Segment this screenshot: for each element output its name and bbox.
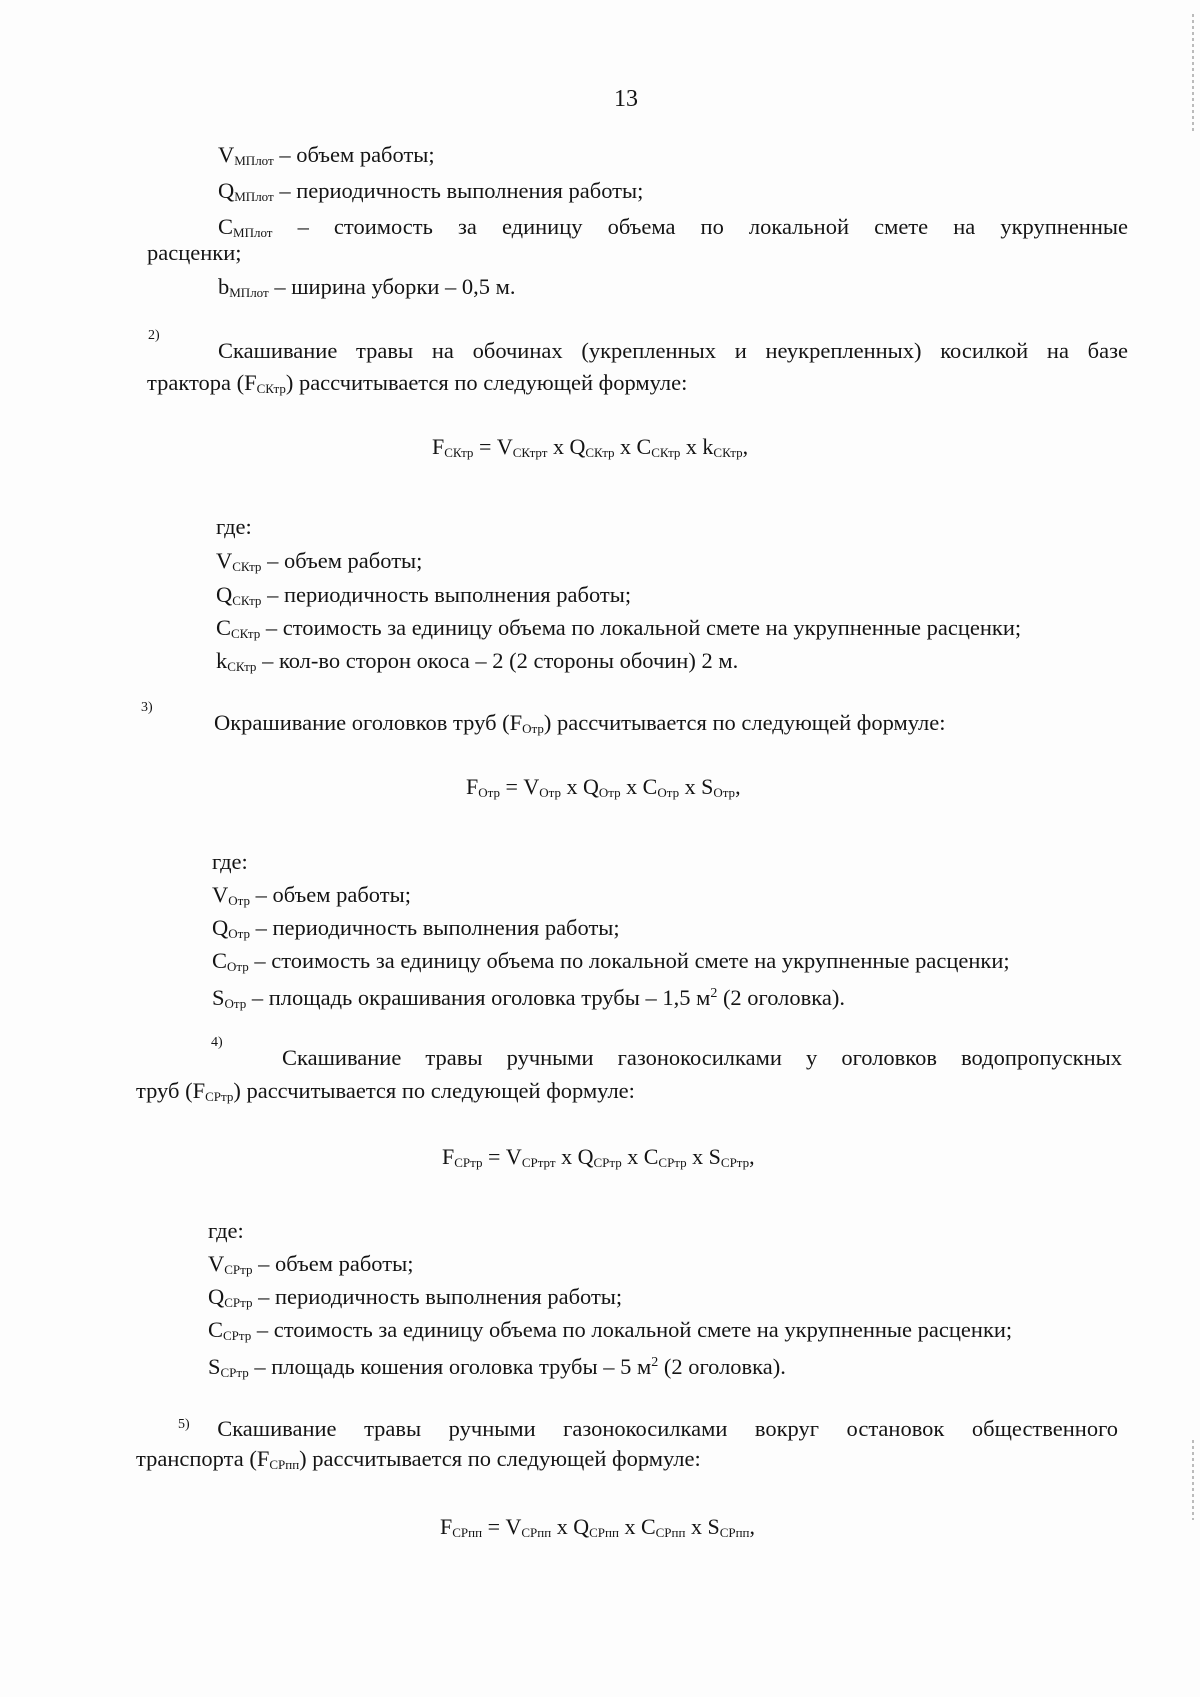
definition-line: $V_{Отр}$ – объем работы; bbox=[212, 882, 411, 908]
section-number: 3) bbox=[141, 700, 153, 715]
section-number: 2) bbox=[148, 328, 160, 343]
section-heading-continuation: транспорта $(F_{СРпп})$ рассчитывается по следующей формуле: bbox=[136, 1446, 701, 1472]
section-number: 4) bbox=[211, 1035, 223, 1050]
definition-line: $V_{СРтр}$ – объем работы; bbox=[208, 1251, 414, 1277]
section-number: 5) bbox=[178, 1417, 190, 1432]
definition-line: $С_{СКтр}$ – стоимость за единицу объема по локальной смете на укрупненные расценки; bbox=[216, 615, 1022, 641]
definition-line: $С_{СРтр}$ – стоимость за единицу объема по локальной смете на укрупненные расценки; bbox=[208, 1317, 1013, 1343]
section-heading: $^{5)}$ Скашивание травы ручными газонокосилками вокруг остановок общественного bbox=[178, 1416, 1118, 1441]
section-heading: Скашивание травы на обочинах (укрепленных и неукрепленных) косилкой на базе bbox=[218, 338, 1128, 363]
definition-continuation: расценки; bbox=[147, 240, 242, 265]
formula: $F_{СРтр} = V_{СРтрт}$ х $Q_{СРтр}$ х $С_{СРтр}$ х $S_{СРтр}$, bbox=[442, 1144, 755, 1170]
definition-line: $Q_{МПлот}$ – периодичность выполнения работы; bbox=[218, 178, 644, 204]
scan-edge-mark bbox=[1192, 1440, 1194, 1520]
definition-line: $Q_{СРтр}$ – периодичность выполнения работы; bbox=[208, 1284, 623, 1310]
definition-line: $V_{МПлот}$ – объем работы; bbox=[218, 142, 435, 168]
where-label: где: bbox=[212, 849, 248, 874]
formula: $F_{Отр} = V_{Отр}$ х $Q_{Отр}$ х $С_{Отр}$ х $S_{Отр}$, bbox=[466, 774, 741, 800]
formula: $F_{СРпп} = V_{СРпп}$ х $Q_{СРпп}$ х $С_{СРпп}$ х $S_{СРпп}$, bbox=[440, 1514, 756, 1540]
where-label: где: bbox=[216, 514, 252, 539]
section-heading-continuation: труб $(F_{СРтр})$ рассчитывается по следующей формуле: bbox=[136, 1078, 635, 1104]
section-heading: Скашивание травы ручными газонокосилками у оголовков водопропускных bbox=[282, 1045, 1122, 1070]
definition-line: $b_{МПлот}$ – ширина уборки – 0,5 м. bbox=[218, 274, 516, 300]
scan-edge-mark bbox=[1192, 14, 1194, 134]
definition-line: $k_{СКтр} - кол-во$ сторон окоса – 2 (2 стороны обочин) 2 м. bbox=[216, 648, 739, 674]
where-label: где: bbox=[208, 1218, 244, 1243]
definition-line: $S_{СРтр}$ – площадь кошения оголовка трубы – 5 $м^2$ (2 оголовка). bbox=[208, 1354, 786, 1380]
definition-line: $S_{Отр}$ – площадь окрашивания оголовка трубы – 1,5 $м^2$ (2 оголовка). bbox=[212, 985, 845, 1011]
page-number: 13 bbox=[614, 86, 638, 112]
definition-line: $Q_{СКтр}$ – периодичность выполнения работы; bbox=[216, 582, 632, 608]
section-heading-continuation: трактора $(F_{СКтр})$ рассчитывается по следующей формуле: bbox=[147, 370, 688, 396]
definition-line: $С_{Отр}$ – стоимость за единицу объема по локальной смете на укрупненные расценки; bbox=[212, 948, 1010, 974]
formula: $F_{СКтр} = V_{СКтрт}$ х $Q_{СКтр}$ х $С_{СКтр}$ х $k_{СКтр}$, bbox=[432, 434, 749, 460]
section-heading: Окрашивание оголовков труб $(F_{Отр})$ рассчитывается по следующей формуле: bbox=[214, 710, 946, 736]
definition-line: $V_{СКтр}$ – объем работы; bbox=[216, 548, 423, 574]
definition-line: $Q_{Отр}$ – периодичность выполнения работы; bbox=[212, 915, 620, 941]
definition-line: $С_{МПлот}$ – стоимость за единицу объема по локальной смете на укрупненные bbox=[218, 214, 1128, 240]
